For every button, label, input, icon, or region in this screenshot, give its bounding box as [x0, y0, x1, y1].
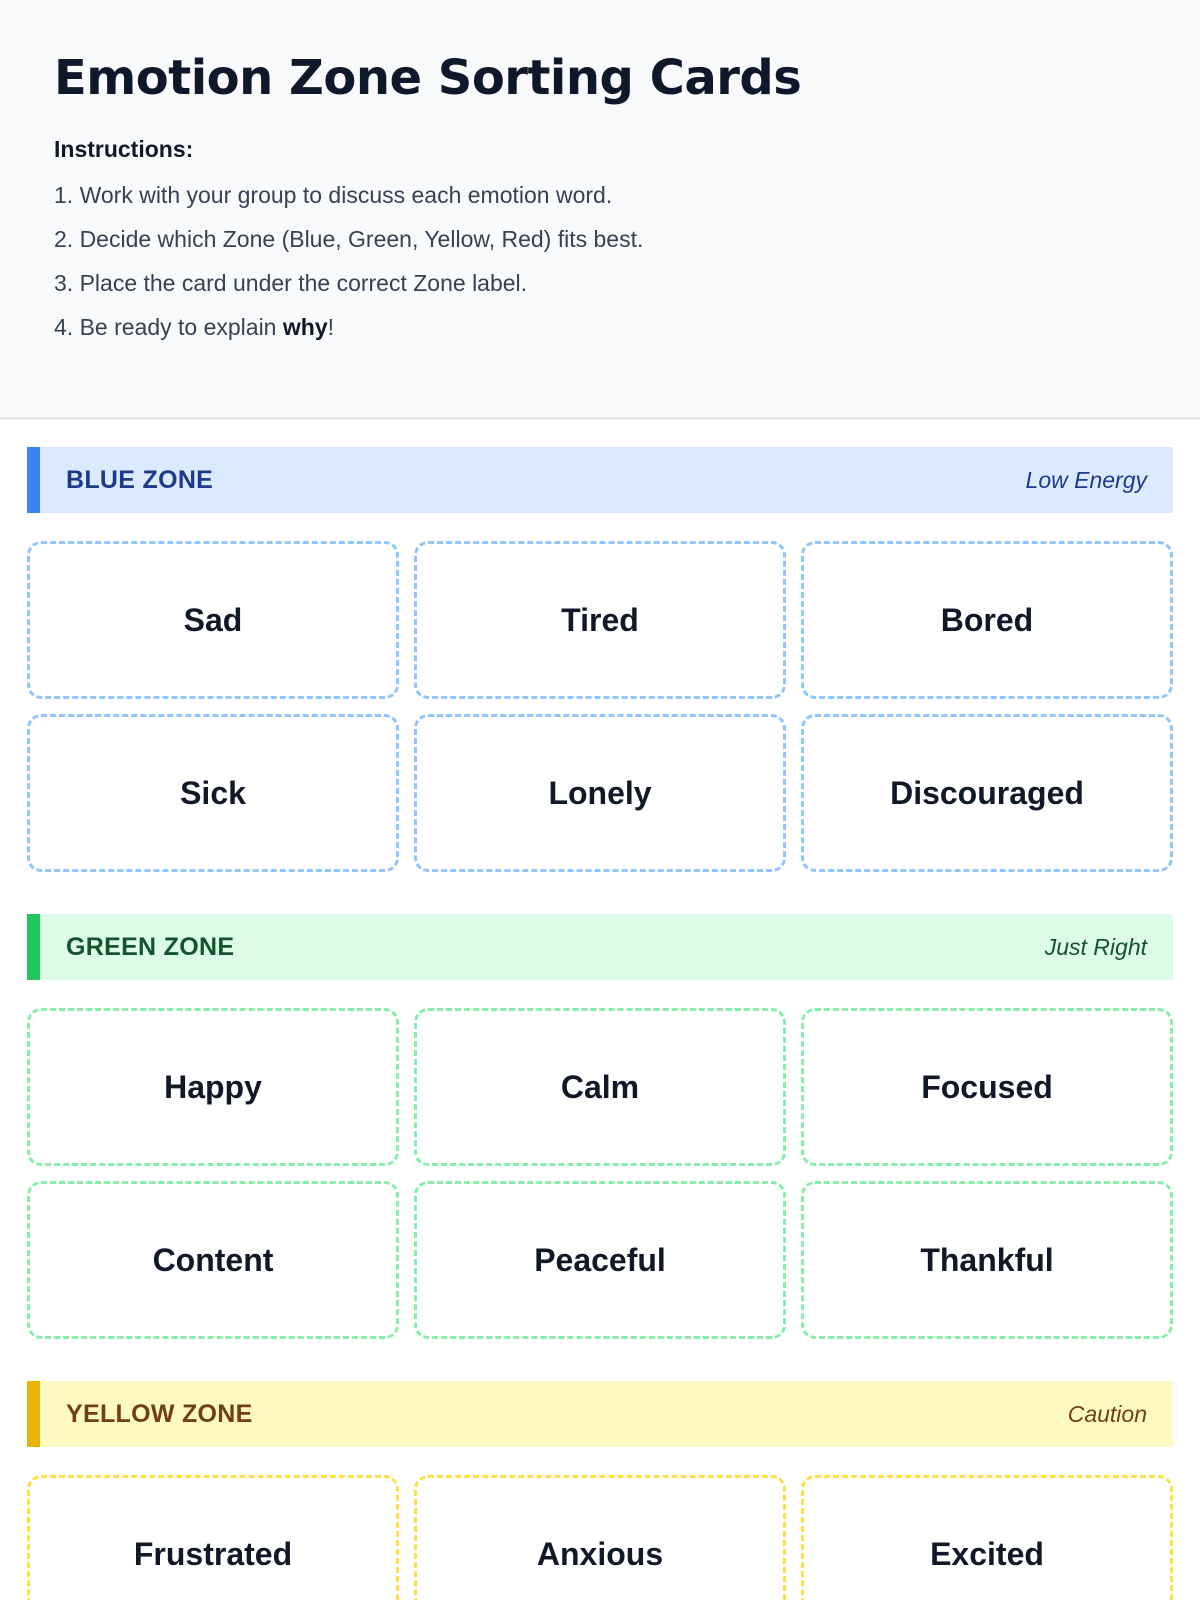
emotion-card[interactable]: Happy [27, 1008, 399, 1166]
instruction-emphasis: why [282, 314, 328, 340]
emotion-card[interactable]: Lonely [414, 714, 786, 872]
green-zone-section [0, 914, 1200, 1339]
zone-subtitle: Just Right [1044, 933, 1147, 960]
emotion-card[interactable]: Sick [27, 714, 399, 872]
emotion-card[interactable]: Bored [801, 541, 1173, 699]
blue-zone-section [0, 447, 1200, 872]
zone-name: YELLOW ZONE [66, 1399, 253, 1428]
instruction-step: 3. Place the card under the correct Zone label. [54, 270, 528, 296]
zone-name: GREEN ZONE [66, 932, 235, 961]
instructions-header [0, 0, 1200, 420]
emotion-card[interactable]: Anxious [414, 1475, 786, 1600]
emotion-card[interactable]: Thankful [801, 1181, 1173, 1339]
yellow-zone-banner [27, 1381, 1173, 1447]
emotion-card[interactable]: Frustrated [27, 1475, 399, 1600]
blue-card-grid [27, 513, 1173, 872]
zone-subtitle: Low Energy [1025, 466, 1147, 493]
emotion-card[interactable]: Tired [414, 541, 786, 699]
yellow-zone-section [0, 1381, 1200, 1600]
page-title: Emotion Zone Sorting Cards [54, 50, 802, 106]
emotion-card[interactable]: Content [27, 1181, 399, 1339]
instruction-step: 2. Decide which Zone (Blue, Green, Yellow, Red) fits best. [54, 226, 644, 252]
emotion-card[interactable]: Focused [801, 1008, 1173, 1166]
emotion-card[interactable]: Excited [801, 1475, 1173, 1600]
emotion-card[interactable]: Peaceful [414, 1181, 786, 1339]
blue-zone-banner [27, 447, 1173, 513]
instruction-step [54, 313, 1146, 341]
instruction-step-punctuation: ! [327, 314, 334, 340]
instruction-step-text: 4. Be ready to explain [54, 314, 283, 340]
green-zone-banner [27, 914, 1173, 980]
emotion-card[interactable]: Calm [414, 1008, 786, 1166]
instruction-step: 1. Work with your group to discuss each emotion word. [54, 182, 613, 208]
emotion-card[interactable]: Discouraged [801, 714, 1173, 872]
green-card-grid [27, 980, 1173, 1339]
zone-subtitle: Caution [1067, 1400, 1147, 1427]
yellow-card-grid [27, 1447, 1173, 1600]
emotion-card[interactable]: Sad [27, 541, 399, 699]
instructions-list [54, 181, 1146, 341]
zone-name: BLUE ZONE [66, 465, 214, 494]
instructions-heading: Instructions: [54, 136, 194, 162]
